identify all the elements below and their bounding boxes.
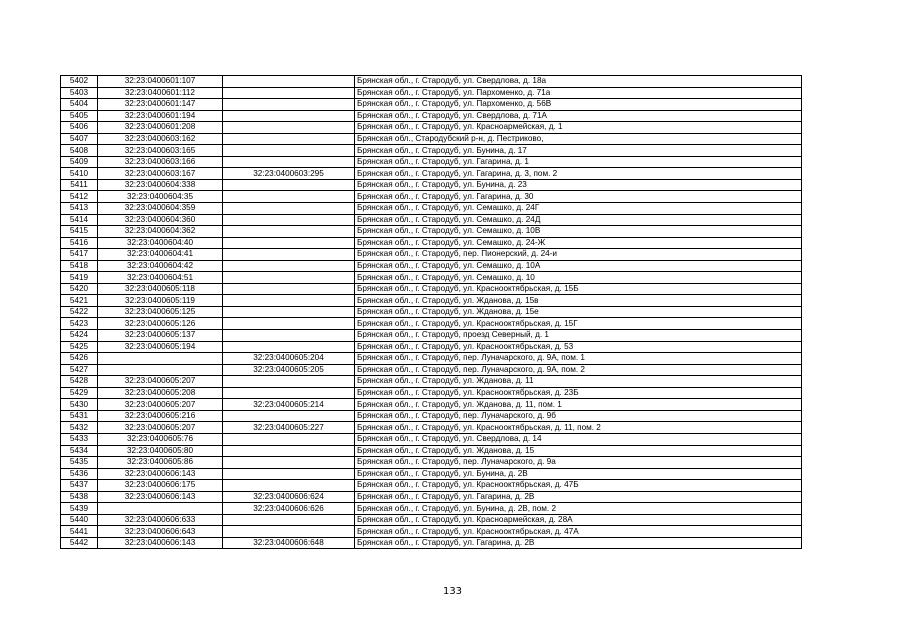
related-cadastral-number-cell — [223, 87, 355, 99]
cadastral-number-cell: 32:23:0400606:143 — [98, 468, 223, 480]
related-cadastral-number-cell — [223, 526, 355, 538]
table-row — [61, 226, 802, 238]
row-number-cell: 5415 — [61, 226, 98, 238]
row-number-cell: 5420 — [61, 283, 98, 295]
address-cell: Брянская обл., г. Стародуб, ул. Гагарина, д. 30 — [355, 191, 802, 203]
address-cell: Брянская обл., г. Стародуб, ул. Пархоменко, д. 71а — [355, 87, 802, 99]
table-row — [61, 353, 802, 365]
table-row — [61, 330, 802, 342]
cadastral-number-cell: 32:23:0400604:360 — [98, 214, 223, 226]
related-cadastral-number-cell — [223, 318, 355, 330]
address-cell: Брянская обл., г. Стародуб, ул. Краснооктябрьская, д. 47А — [355, 526, 802, 538]
table-row — [61, 260, 802, 272]
related-cadastral-number-cell — [223, 145, 355, 157]
related-cadastral-number-cell — [223, 410, 355, 422]
row-number-cell: 5413 — [61, 203, 98, 215]
related-cadastral-number-cell — [223, 260, 355, 272]
registry-table-body — [61, 76, 802, 549]
row-number-cell: 5414 — [61, 214, 98, 226]
related-cadastral-number-cell — [223, 330, 355, 342]
row-number-cell: 5422 — [61, 306, 98, 318]
table-row — [61, 387, 802, 399]
table-row — [61, 457, 802, 469]
related-cadastral-number-cell — [223, 133, 355, 145]
cadastral-number-cell: 32:23:0400604:42 — [98, 260, 223, 272]
cadastral-number-cell: 32:23:0400604:362 — [98, 226, 223, 238]
related-cadastral-number-cell — [223, 214, 355, 226]
cadastral-number-cell: 32:23:0400604:40 — [98, 237, 223, 249]
table-row — [61, 99, 802, 111]
cadastral-number-cell: 32:23:0400605:118 — [98, 283, 223, 295]
registry-table — [60, 75, 802, 549]
related-cadastral-number-cell — [223, 203, 355, 215]
address-cell: Брянская обл., г. Стародуб, ул. Бунина, д. 23 — [355, 179, 802, 191]
cadastral-number-cell: 32:23:0400606:175 — [98, 480, 223, 492]
cadastral-number-cell: 32:23:0400605:194 — [98, 341, 223, 353]
cadastral-number-cell — [98, 503, 223, 515]
table-row — [61, 341, 802, 353]
address-cell: Брянская обл., г. Стародуб, ул. Семашко, д. 10А — [355, 260, 802, 272]
related-cadastral-number-cell: 32:23:0400605:214 — [223, 399, 355, 411]
address-cell: Брянская обл., г. Стародуб, ул. Краснооктябрьская, д. 23Б — [355, 387, 802, 399]
cadastral-number-cell: 32:23:0400605:216 — [98, 410, 223, 422]
row-number-cell: 5435 — [61, 457, 98, 469]
table-row — [61, 179, 802, 191]
row-number-cell: 5402 — [61, 76, 98, 88]
row-number-cell: 5410 — [61, 168, 98, 180]
row-number-cell: 5423 — [61, 318, 98, 330]
table-row — [61, 526, 802, 538]
related-cadastral-number-cell — [223, 249, 355, 261]
table-row — [61, 122, 802, 134]
address-cell: Брянская обл., г. Стародуб, ул. Семашко, д. 10В — [355, 226, 802, 238]
row-number-cell: 5427 — [61, 364, 98, 376]
cadastral-number-cell: 32:23:0400603:165 — [98, 145, 223, 157]
cadastral-number-cell: 32:23:0400605:208 — [98, 387, 223, 399]
table-row — [61, 364, 802, 376]
cadastral-number-cell: 32:23:0400601:147 — [98, 99, 223, 111]
address-cell: Брянская обл., г. Стародуб, ул. Краснооктябрьская, д. 11, пом. 2 — [355, 422, 802, 434]
cadastral-number-cell — [98, 364, 223, 376]
address-cell: Брянская обл., г. Стародуб, ул. Свердлова, д. 14 — [355, 433, 802, 445]
related-cadastral-number-cell — [223, 480, 355, 492]
address-cell: Брянская обл., г. Стародуб, ул. Краснооктябрьская, д. 15Б — [355, 283, 802, 295]
address-cell: Брянская обл., г. Стародуб, ул. Краснооктябрьская, д. 15Г — [355, 318, 802, 330]
row-number-cell: 5433 — [61, 433, 98, 445]
cadastral-number-cell: 32:23:0400604:35 — [98, 191, 223, 203]
table-row — [61, 87, 802, 99]
address-cell: Брянская обл., г. Стародуб, ул. Гагарина, д. 2В — [355, 491, 802, 503]
cadastral-number-cell: 32:23:0400605:207 — [98, 399, 223, 411]
cadastral-number-cell: 32:23:0400603:166 — [98, 156, 223, 168]
cadastral-number-cell: 32:23:0400605:119 — [98, 295, 223, 307]
address-cell: Брянская обл., г. Стародуб, ул. Пархоменко, д. 56В — [355, 99, 802, 111]
related-cadastral-number-cell — [223, 237, 355, 249]
cadastral-number-cell: 32:23:0400606:143 — [98, 537, 223, 549]
row-number-cell: 5405 — [61, 110, 98, 122]
table-row — [61, 491, 802, 503]
cadastral-number-cell: 32:23:0400605:86 — [98, 457, 223, 469]
related-cadastral-number-cell: 32:23:0400605:227 — [223, 422, 355, 434]
address-cell: Брянская обл., г. Стародуб, ул. Семашко, д. 24Г — [355, 203, 802, 215]
related-cadastral-number-cell — [223, 468, 355, 480]
row-number-cell: 5416 — [61, 237, 98, 249]
row-number-cell: 5421 — [61, 295, 98, 307]
related-cadastral-number-cell: 32:23:0400605:205 — [223, 364, 355, 376]
address-cell: Брянская обл., г. Стародуб, ул. Гагарина, д. 1 — [355, 156, 802, 168]
row-number-cell: 5429 — [61, 387, 98, 399]
row-number-cell: 5439 — [61, 503, 98, 515]
row-number-cell: 5411 — [61, 179, 98, 191]
row-number-cell: 5437 — [61, 480, 98, 492]
related-cadastral-number-cell — [223, 272, 355, 284]
related-cadastral-number-cell — [223, 226, 355, 238]
table-row — [61, 214, 802, 226]
related-cadastral-number-cell: 32:23:0400603:295 — [223, 168, 355, 180]
related-cadastral-number-cell — [223, 376, 355, 388]
table-row — [61, 191, 802, 203]
address-cell: Брянская обл., г. Стародуб, ул. Краснооктябрьская, д. 53 — [355, 341, 802, 353]
table-row — [61, 145, 802, 157]
row-number-cell: 5417 — [61, 249, 98, 261]
table-row — [61, 272, 802, 284]
row-number-cell: 5409 — [61, 156, 98, 168]
related-cadastral-number-cell — [223, 110, 355, 122]
related-cadastral-number-cell — [223, 295, 355, 307]
cadastral-number-cell: 32:23:0400605:137 — [98, 330, 223, 342]
table-row — [61, 249, 802, 261]
related-cadastral-number-cell — [223, 191, 355, 203]
address-cell: Брянская обл., г. Стародуб, ул. Бунина, д. 2В, пом. 2 — [355, 503, 802, 515]
address-cell: Брянская обл., г. Стародуб, ул. Семашко, д. 10 — [355, 272, 802, 284]
table-row — [61, 306, 802, 318]
address-cell: Брянская обл., г. Стародуб, ул. Жданова, д. 15 — [355, 445, 802, 457]
address-cell: Брянская обл., г. Стародуб, пер. Луначарского, д. 9А, пом. 2 — [355, 364, 802, 376]
row-number-cell: 5406 — [61, 122, 98, 134]
table-row — [61, 295, 802, 307]
address-cell: Брянская обл., г. Стародуб, ул. Жданова, д. 15е — [355, 306, 802, 318]
related-cadastral-number-cell — [223, 433, 355, 445]
cadastral-number-cell: 32:23:0400605:126 — [98, 318, 223, 330]
row-number-cell: 5404 — [61, 99, 98, 111]
cadastral-number-cell: 32:23:0400604:41 — [98, 249, 223, 261]
row-number-cell: 5438 — [61, 491, 98, 503]
address-cell: Брянская обл., г. Стародуб, ул. Гагарина, д. 2В — [355, 537, 802, 549]
address-cell: Брянская обл., г. Стародуб, ул. Жданова, д. 15в — [355, 295, 802, 307]
row-number-cell: 5436 — [61, 468, 98, 480]
table-row — [61, 133, 802, 145]
related-cadastral-number-cell — [223, 387, 355, 399]
address-cell: Брянская обл., г. Стародуб, ул. Жданова, д. 11 — [355, 376, 802, 388]
address-cell: Брянская обл., г. Стародуб, ул. Жданова, д. 11, пом. 1 — [355, 399, 802, 411]
address-cell: Брянская обл., г. Стародуб, пер. Луначарского, д. 9а — [355, 457, 802, 469]
address-cell: Брянская обл., г. Стародуб, ул. Свердлова, д. 18а — [355, 76, 802, 88]
cadastral-number-cell: 32:23:0400605:76 — [98, 433, 223, 445]
address-cell: Брянская обл., г. Стародуб, пер. Пионерский, д. 24-и — [355, 249, 802, 261]
row-number-cell: 5432 — [61, 422, 98, 434]
table-row — [61, 445, 802, 457]
related-cadastral-number-cell — [223, 122, 355, 134]
table-row — [61, 399, 802, 411]
cadastral-number-cell: 32:23:0400605:207 — [98, 376, 223, 388]
table-row — [61, 237, 802, 249]
row-number-cell: 5412 — [61, 191, 98, 203]
cadastral-number-cell: 32:23:0400605:125 — [98, 306, 223, 318]
table-row — [61, 376, 802, 388]
related-cadastral-number-cell — [223, 306, 355, 318]
related-cadastral-number-cell — [223, 179, 355, 191]
row-number-cell: 5408 — [61, 145, 98, 157]
address-cell: Брянская обл., Стародубский р-н, д. Пестриково, — [355, 133, 802, 145]
cadastral-number-cell: 32:23:0400606:633 — [98, 514, 223, 526]
cadastral-number-cell: 32:23:0400604:359 — [98, 203, 223, 215]
table-row — [61, 422, 802, 434]
cadastral-number-cell: 32:23:0400603:167 — [98, 168, 223, 180]
table-row — [61, 110, 802, 122]
address-cell: Брянская обл., г. Стародуб, пер. Луначарского, д. 9А, пом. 1 — [355, 353, 802, 365]
related-cadastral-number-cell — [223, 283, 355, 295]
row-number-cell: 5428 — [61, 376, 98, 388]
related-cadastral-number-cell: 32:23:0400606:648 — [223, 537, 355, 549]
table-row — [61, 410, 802, 422]
table-row — [61, 503, 802, 515]
page-number: 133 — [442, 586, 463, 597]
cadastral-number-cell: 32:23:0400601:194 — [98, 110, 223, 122]
related-cadastral-number-cell — [223, 514, 355, 526]
address-cell: Брянская обл., г. Стародуб, ул. Бунина, д. 2В — [355, 468, 802, 480]
row-number-cell: 5431 — [61, 410, 98, 422]
table-row — [61, 283, 802, 295]
row-number-cell: 5430 — [61, 399, 98, 411]
address-cell: Брянская обл., г. Стародуб, ул. Красноармейская, д. 28А — [355, 514, 802, 526]
cadastral-number-cell: 32:23:0400604:338 — [98, 179, 223, 191]
table-row — [61, 318, 802, 330]
cadastral-number-cell: 32:23:0400601:107 — [98, 76, 223, 88]
table-row — [61, 480, 802, 492]
related-cadastral-number-cell: 32:23:0400605:204 — [223, 353, 355, 365]
table-row — [61, 514, 802, 526]
related-cadastral-number-cell — [223, 341, 355, 353]
table-row — [61, 76, 802, 88]
related-cadastral-number-cell — [223, 156, 355, 168]
related-cadastral-number-cell: 32:23:0400606:624 — [223, 491, 355, 503]
address-cell: Брянская обл., г. Стародуб, ул. Красноармейская, д. 1 — [355, 122, 802, 134]
address-cell: Брянская обл., г. Стародуб, проезд Северный, д. 1 — [355, 330, 802, 342]
row-number-cell: 5442 — [61, 537, 98, 549]
row-number-cell: 5419 — [61, 272, 98, 284]
row-number-cell: 5424 — [61, 330, 98, 342]
cadastral-number-cell: 32:23:0400605:207 — [98, 422, 223, 434]
address-cell: Брянская обл., г. Стародуб, ул. Гагарина, д. 3, пом. 2 — [355, 168, 802, 180]
address-cell: Брянская обл., г. Стародуб, пер. Луначарского, д. 9б — [355, 410, 802, 422]
row-number-cell: 5418 — [61, 260, 98, 272]
cadastral-number-cell: 32:23:0400603:162 — [98, 133, 223, 145]
table-row — [61, 537, 802, 549]
cadastral-number-cell: 32:23:0400604:51 — [98, 272, 223, 284]
row-number-cell: 5434 — [61, 445, 98, 457]
cadastral-number-cell: 32:23:0400605:80 — [98, 445, 223, 457]
row-number-cell: 5425 — [61, 341, 98, 353]
cadastral-number-cell — [98, 353, 223, 365]
related-cadastral-number-cell — [223, 76, 355, 88]
address-cell: Брянская обл., г. Стародуб, ул. Свердлова, д. 71А — [355, 110, 802, 122]
cadastral-number-cell: 32:23:0400606:143 — [98, 491, 223, 503]
table-row — [61, 168, 802, 180]
address-cell: Брянская обл., г. Стародуб, ул. Семашко, д. 24-Ж — [355, 237, 802, 249]
table-row — [61, 156, 802, 168]
row-number-cell: 5403 — [61, 87, 98, 99]
row-number-cell: 5426 — [61, 353, 98, 365]
table-row — [61, 203, 802, 215]
row-number-cell: 5407 — [61, 133, 98, 145]
row-number-cell: 5440 — [61, 514, 98, 526]
related-cadastral-number-cell — [223, 457, 355, 469]
table-row — [61, 433, 802, 445]
address-cell: Брянская обл., г. Стародуб, ул. Семашко, д. 24Д — [355, 214, 802, 226]
cadastral-number-cell: 32:23:0400606:643 — [98, 526, 223, 538]
related-cadastral-number-cell — [223, 99, 355, 111]
row-number-cell: 5441 — [61, 526, 98, 538]
table-row — [61, 468, 802, 480]
address-cell: Брянская обл., г. Стародуб, ул. Бунина, д. 17 — [355, 145, 802, 157]
cadastral-number-cell: 32:23:0400601:112 — [98, 87, 223, 99]
address-cell: Брянская обл., г. Стародуб, ул. Краснооктябрьская, д. 47Б — [355, 480, 802, 492]
related-cadastral-number-cell — [223, 445, 355, 457]
cadastral-number-cell: 32:23:0400601:208 — [98, 122, 223, 134]
related-cadastral-number-cell: 32:23:0400606:626 — [223, 503, 355, 515]
